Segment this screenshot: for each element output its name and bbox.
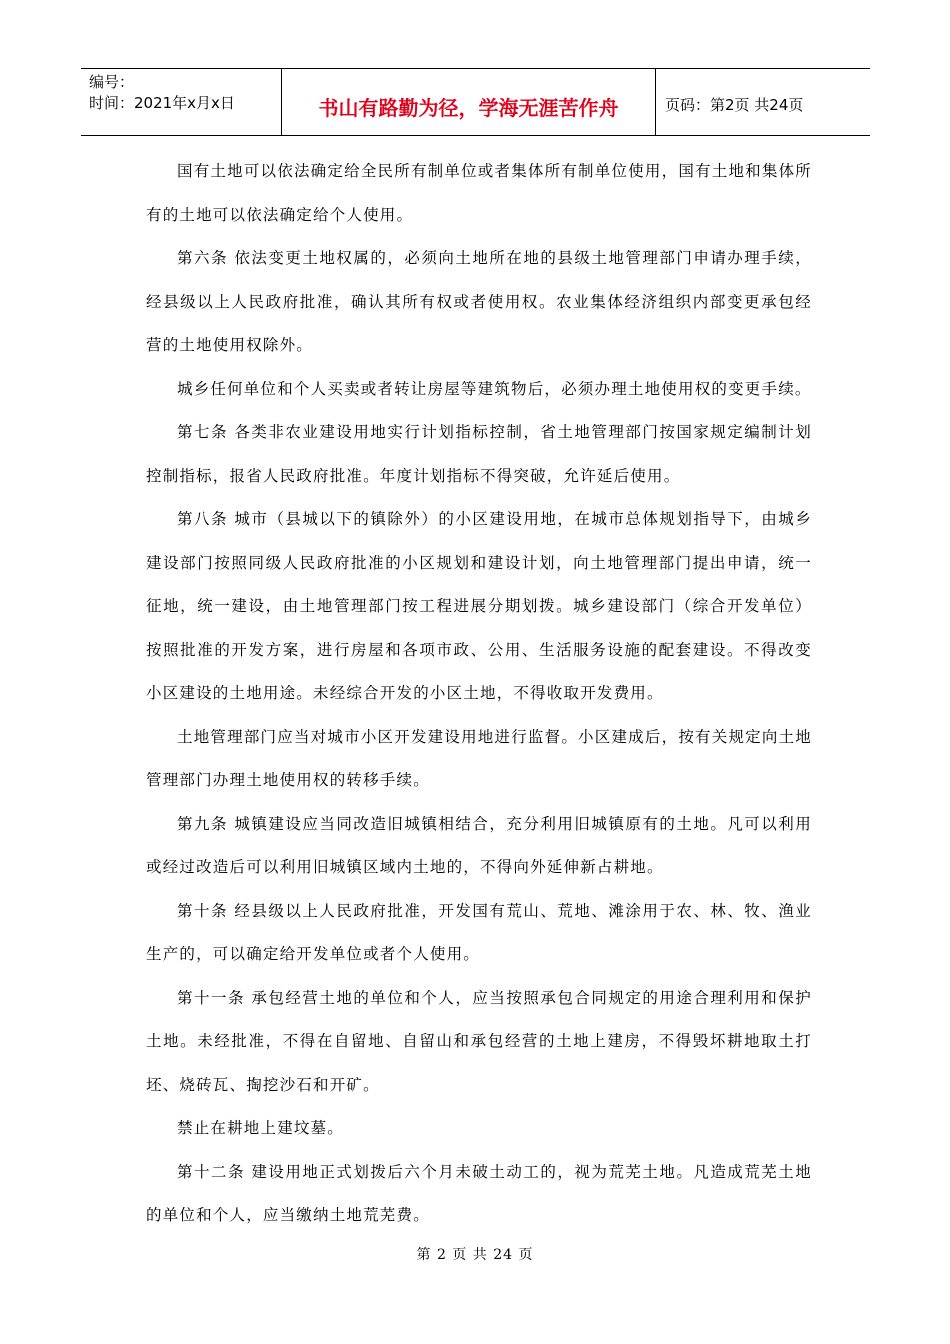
paragraph: 第八条 城市（县城以下的镇除外）的小区建设用地，在城市总体规划指导下，由城乡建设部门按照同级人民政府批准的小区规划和建设计划，向土地管理部门提出申请，统一征地，统一建设，由土地管理部门按工程进展分期划拨。城乡建设部门（综合开发单位）按照批准的开发方案，进行房屋和各项市政、公用、生活服务设施的配套建设。不得改变小区建设的土地用途。未经综合开发的小区土地，不得收取开发费用。: [146, 510, 812, 702]
paragraph: 第六条 依法变更土地权属的，必须向土地所在地的县级土地管理部门申请办理手续，经县级以上人民政府批准，确认其所有权或者使用权。农业集体经济组织内部变更承包经营的土地使用权除外。: [146, 249, 812, 354]
paragraph: 第十一条 承包经营土地的单位和个人，应当按照承包合同规定的用途合理利用和保护土地。未经批准，不得在自留地、自留山和承包经营的土地上建房，不得毁坏耕地取土打坯、烧砖瓦、掏挖沙石和开矿。: [146, 988, 812, 1094]
page-footer: 第 2 页 共 24 页: [416, 1247, 534, 1263]
document-date: 时间：2021年x月x日: [89, 94, 235, 112]
document-number-label: 编号：: [89, 73, 135, 91]
paragraph: 土地管理部门应当对城市小区开发建设用地进行监督。小区建成后，按有关规定向土地管理部门办理土地使用权的转移手续。: [146, 727, 812, 789]
header-page-info: 页码：第2页 共24页: [665, 95, 804, 114]
header-meta: [81, 69, 282, 135]
paragraph: 第九条 城镇建设应当同改造旧城镇相结合，充分利用旧城镇原有的土地。凡可以利用或经过改造后可以利用旧城镇区域内土地的，不得向外延伸新占耕地。: [146, 814, 812, 876]
paragraph: 第七条 各类非农业建设用地实行计划指标控制，省土地管理部门按国家规定编制计划控制指标，报省人民政府批准。年度计划指标不得突破，允许延后使用。: [146, 423, 812, 485]
header-motto: 书山有路勤为径，学海无涯苦作舟: [282, 69, 656, 135]
paragraph: 城乡任何单位和个人买卖或者转让房屋等建筑物后，必须办理土地使用权的变更手续。: [177, 379, 812, 398]
paragraph: 国有土地可以依法确定给全民所有制单位或者集体所有制单位使用，国有土地和集体所有的土地可以依法确定给个人使用。: [146, 162, 812, 224]
document-body: [146, 150, 812, 1238]
paragraph: 第十条 经县级以上人民政府批准，开发国有荒山、荒地、滩涂用于农、林、牧、渔业生产的，可以确定给开发单位或者个人使用。: [146, 901, 812, 963]
page-header: [81, 68, 870, 136]
paragraph: 第十二条 建设用地正式划拨后六个月未破土动工的，视为荒芜土地。凡造成荒芜土地的单位和个人，应当缴纳土地荒芜费。: [146, 1162, 812, 1224]
paragraph: 禁止在耕地上建坟墓。: [177, 1119, 345, 1137]
